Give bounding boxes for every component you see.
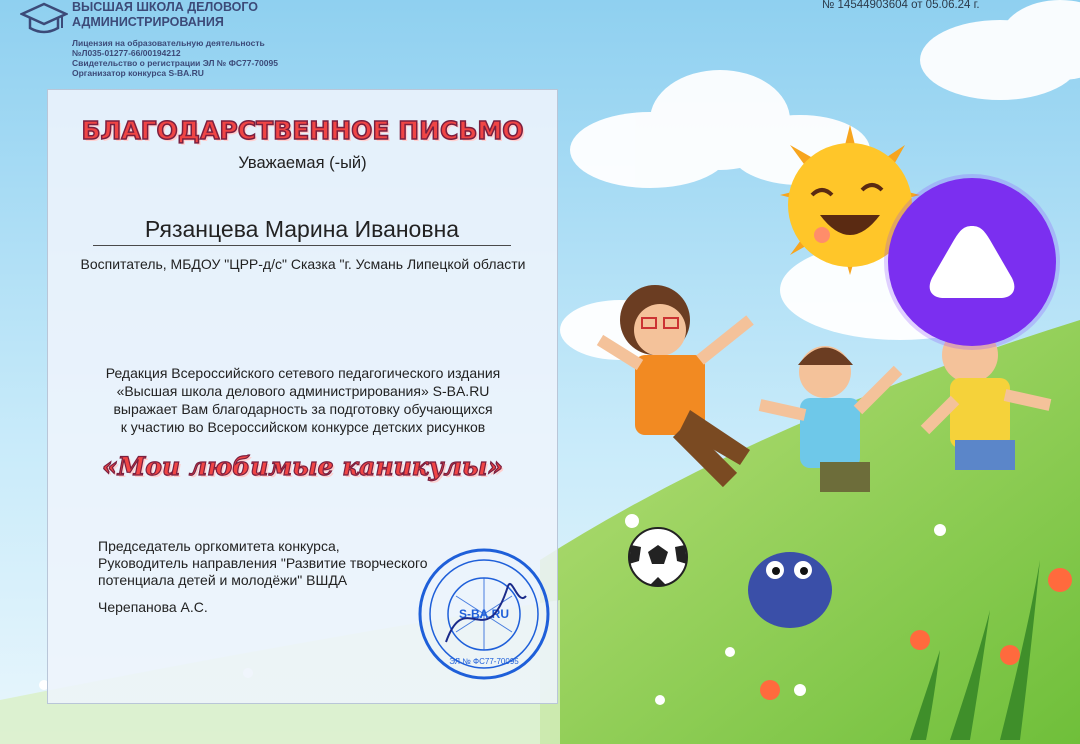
license-line: Лицензия на образовательную деятельность bbox=[72, 38, 265, 48]
stamp-center-text: S-BA.RU bbox=[459, 607, 509, 621]
signer-name: Черепанова А.С. bbox=[98, 599, 208, 615]
letter-panel bbox=[47, 89, 558, 704]
license-line: №Л035-01277-66/00194212 bbox=[72, 48, 181, 58]
body-line: «Высшая школа делового администрирования» S-BA.RU bbox=[116, 383, 490, 399]
contest-name: «Мои любимые каникулы» bbox=[102, 452, 503, 481]
stamp-bottom-text: ЭЛ № ФС77-70095 bbox=[449, 657, 519, 666]
alice-assistant-icon[interactable] bbox=[888, 178, 1056, 346]
letter-body bbox=[68, 364, 538, 436]
official-stamp bbox=[416, 546, 552, 682]
salutation: Уважаемая (-ый) bbox=[238, 154, 367, 172]
body-line: к участию во Всероссийском конкурсе детских рисунков bbox=[120, 419, 486, 435]
school-name: ВЫСШАЯ ШКОЛА ДЕЛОВОГО АДМИНИСТРИРОВАНИЯ bbox=[72, 0, 259, 29]
license-line: Свидетельство о регистрации ЭЛ № ФС77-70095 bbox=[72, 58, 278, 68]
license-line: Организатор конкурса S-BA.RU bbox=[72, 68, 204, 78]
chair-line: Председатель оргкомитета конкурса, bbox=[98, 538, 340, 554]
body-line: Редакция Всероссийского сетевого педагогического издания bbox=[105, 365, 501, 381]
document-number: № 14544903604 от 05.06.24 г. bbox=[822, 0, 980, 11]
chair-line: Руководитель направления "Развитие творческого bbox=[98, 555, 428, 571]
soccer-ball-icon bbox=[629, 528, 687, 586]
recipient-position: Воспитатель, МБДОУ "ЦРР-д/с" Сказка "г. Усмань Липецкой области bbox=[80, 256, 526, 272]
license-info bbox=[72, 38, 372, 78]
recipient-name: Рязанцева Марина Ивановна bbox=[93, 216, 511, 246]
chair-line: потенциала детей и молодёжи" ВШДА bbox=[98, 572, 348, 588]
graduation-cap-icon bbox=[20, 0, 68, 40]
body-line: выражает Вам благодарность за подготовку обучающихся bbox=[113, 401, 493, 417]
letter-title: БЛАГОДАРСТВЕННОЕ ПИСЬМО bbox=[81, 116, 524, 145]
